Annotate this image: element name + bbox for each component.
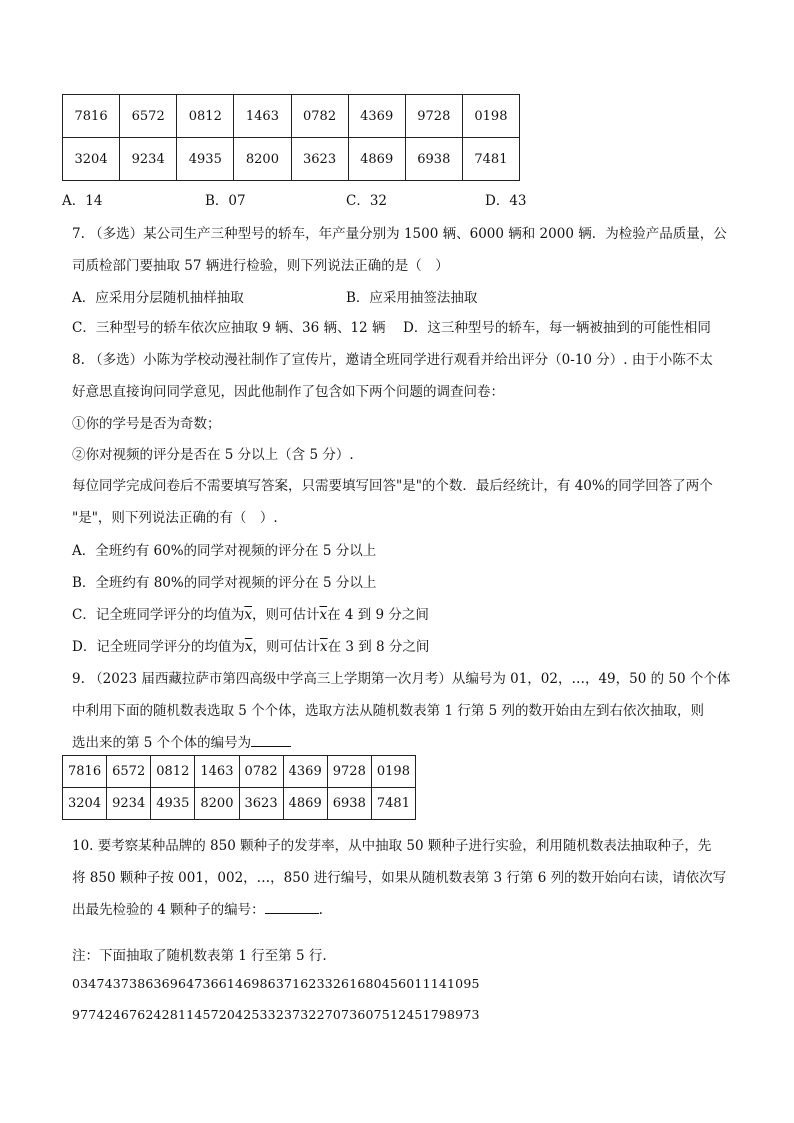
- table-cell: 6938: [327, 788, 371, 820]
- table-cell: 4935: [177, 138, 234, 181]
- q8-option-d-text-3: 在 3 到 8 分之间: [327, 639, 430, 655]
- q8-option-c-text-1: C．记全班同学评分的均值为: [72, 607, 245, 623]
- table-cell: 3623: [239, 788, 283, 820]
- q10-stem-line2: 将 850 颗种子按 001，002，…，850 进行编号，如果从随机数表第 3 行第 6 列的数开始向右读，请依次写: [72, 870, 727, 886]
- q7-option-d: D．这三种型号的轿车，每一辆被抽到的可能性相同: [403, 320, 711, 336]
- q6-option-d: D．43: [485, 193, 527, 209]
- q7-option-a: A．应采用分层随机抽样抽取: [72, 290, 244, 306]
- q8-option-c-text-3: 在 4 到 9 分之间: [327, 607, 429, 623]
- table-cell: 9234: [120, 138, 177, 181]
- q6-option-b: B．07: [205, 193, 246, 209]
- q7-stem-line1: 7. （多选）某公司生产三种型号的轿车，年产量分别为 1500 辆、6000 辆和 2000 辆．为检验产品质量，公: [72, 226, 727, 242]
- q10-stem-text: 出最先检验的 4 颗种子的编号：: [72, 902, 265, 918]
- table-cell: 3204: [63, 138, 120, 181]
- q8-option-d-text-1: D．记全班同学评分的均值为: [72, 639, 245, 655]
- table-cell: 4369: [283, 756, 327, 788]
- mean-symbol: $\overline{x}$: [244, 639, 253, 655]
- q9-stem-line3: [72, 731, 291, 751]
- mean-symbol: $\overline{x}$: [244, 607, 252, 623]
- random-number-table-1: [62, 94, 520, 181]
- table-cell: 0782: [239, 756, 283, 788]
- table-cell: 4369: [348, 95, 405, 138]
- table-cell: 8200: [195, 788, 239, 820]
- table-cell: 0198: [371, 756, 415, 788]
- table-cell: 8200: [234, 138, 291, 181]
- table-cell: 1463: [234, 95, 291, 138]
- table-cell: 0812: [151, 756, 195, 788]
- table-cell: 3204: [63, 788, 107, 820]
- q8-option-d-text-2: ，则可估计: [252, 639, 320, 655]
- q8-stem-line2: 好意思直接询问同学意见，因此他制作了包含如下两个问题的调查问卷：: [72, 384, 504, 400]
- table-cell: 7481: [462, 138, 519, 181]
- mean-symbol: $\overline{x}$: [319, 607, 328, 623]
- table-cell: 0812: [177, 95, 234, 138]
- q9-stem-line2: 中利用下面的随机数表选取 5 个个体，选取方法从随机数表第 1 行第 5 列的数开始由左到右依次抽取，则: [72, 703, 705, 719]
- q10-stem-line3: [72, 898, 323, 918]
- table-cell: 7816: [63, 95, 120, 138]
- table-row: [63, 95, 520, 138]
- random-table-row-2: 97742467624281145720425332373227073607512451798973: [72, 1007, 480, 1022]
- q8-option-d: [72, 635, 429, 655]
- table-row: [63, 756, 416, 788]
- table-cell: 1463: [195, 756, 239, 788]
- q7-stem-line2: 司质检部门要抽取 57 辆进行检验，则下列说法正确的是（ ）: [72, 258, 449, 274]
- q8-option-a: A．全班约有 60%的同学对视频的评分在 5 分以上: [72, 543, 377, 559]
- table-cell: 9728: [327, 756, 371, 788]
- random-table-row-1: 03474373863696473661469863716233261680456011141095: [72, 976, 480, 991]
- q8-option-c-text-2: ，则可估计: [251, 607, 320, 623]
- q8-question-1: ①你的学号是否为奇数；: [72, 416, 221, 432]
- table-cell: 4869: [283, 788, 327, 820]
- q6-option-a: A．14: [62, 193, 103, 209]
- table-cell: 9234: [107, 788, 151, 820]
- table-cell: 0782: [291, 95, 348, 138]
- table-cell: 3623: [291, 138, 348, 181]
- table-row: [63, 138, 520, 181]
- answer-blank: [251, 734, 291, 747]
- table-cell: 0198: [462, 95, 519, 138]
- q6-option-c: C．32: [346, 193, 388, 209]
- table-cell: 4869: [348, 138, 405, 181]
- q8-option-c: [72, 603, 429, 623]
- q8-stem-line4: "是"，则下列说法正确的有（ ）.: [72, 510, 278, 526]
- table-row: [63, 788, 416, 820]
- answer-blank: [265, 901, 319, 914]
- q7-option-b: B．应采用抽签法抽取: [346, 290, 478, 306]
- table-cell: 6572: [120, 95, 177, 138]
- table-cell: 4935: [151, 788, 195, 820]
- mean-symbol: $\overline{x}$: [319, 639, 328, 655]
- q10-stem-line1: 10. 要考察某种品牌的 850 颗种子的发芽率，从中抽取 50 颗种子进行实验，利用随机数表法抽取种子，先: [72, 838, 712, 854]
- q7-option-c: C．三种型号的轿车依次应抽取 9 辆、36 辆、12 辆: [72, 320, 386, 336]
- q10-stem-end: .: [318, 902, 323, 918]
- table-cell: 7481: [371, 788, 415, 820]
- q8-stem-line1: 8. （多选）小陈为学校动漫社制作了宣传片，邀请全班同学进行观看并给出评分（0-10 分）. 由于小陈不太: [72, 352, 713, 368]
- table-cell: 7816: [63, 756, 107, 788]
- q9-stem-text: 选出来的第 5 个个体的编号为: [72, 735, 252, 751]
- q8-question-2: ②你对视频的评分是否在 5 分以上（含 5 分）.: [72, 447, 354, 463]
- random-number-table-2: [62, 755, 416, 820]
- q8-option-b: B．全班约有 80%的同学对视频的评分在 5 分以上: [72, 575, 377, 591]
- q10-note: 注：下面抽取了随机数表第 1 行至第 5 行.: [72, 948, 327, 964]
- table-cell: 6938: [405, 138, 462, 181]
- table-cell: 9728: [405, 95, 462, 138]
- table-cell: 6572: [107, 756, 151, 788]
- q8-stem-line3: 每位同学完成问卷后不需要填写答案，只需要填写回答"是"的个数．最后经统计，有 40%的同学回答了两个: [72, 478, 713, 494]
- q9-stem-line1: 9. （2023 届西藏拉萨市第四高级中学高三上学期第一次月考）从编号为 01，02，…，49，50 的 50 个个体: [72, 671, 731, 687]
